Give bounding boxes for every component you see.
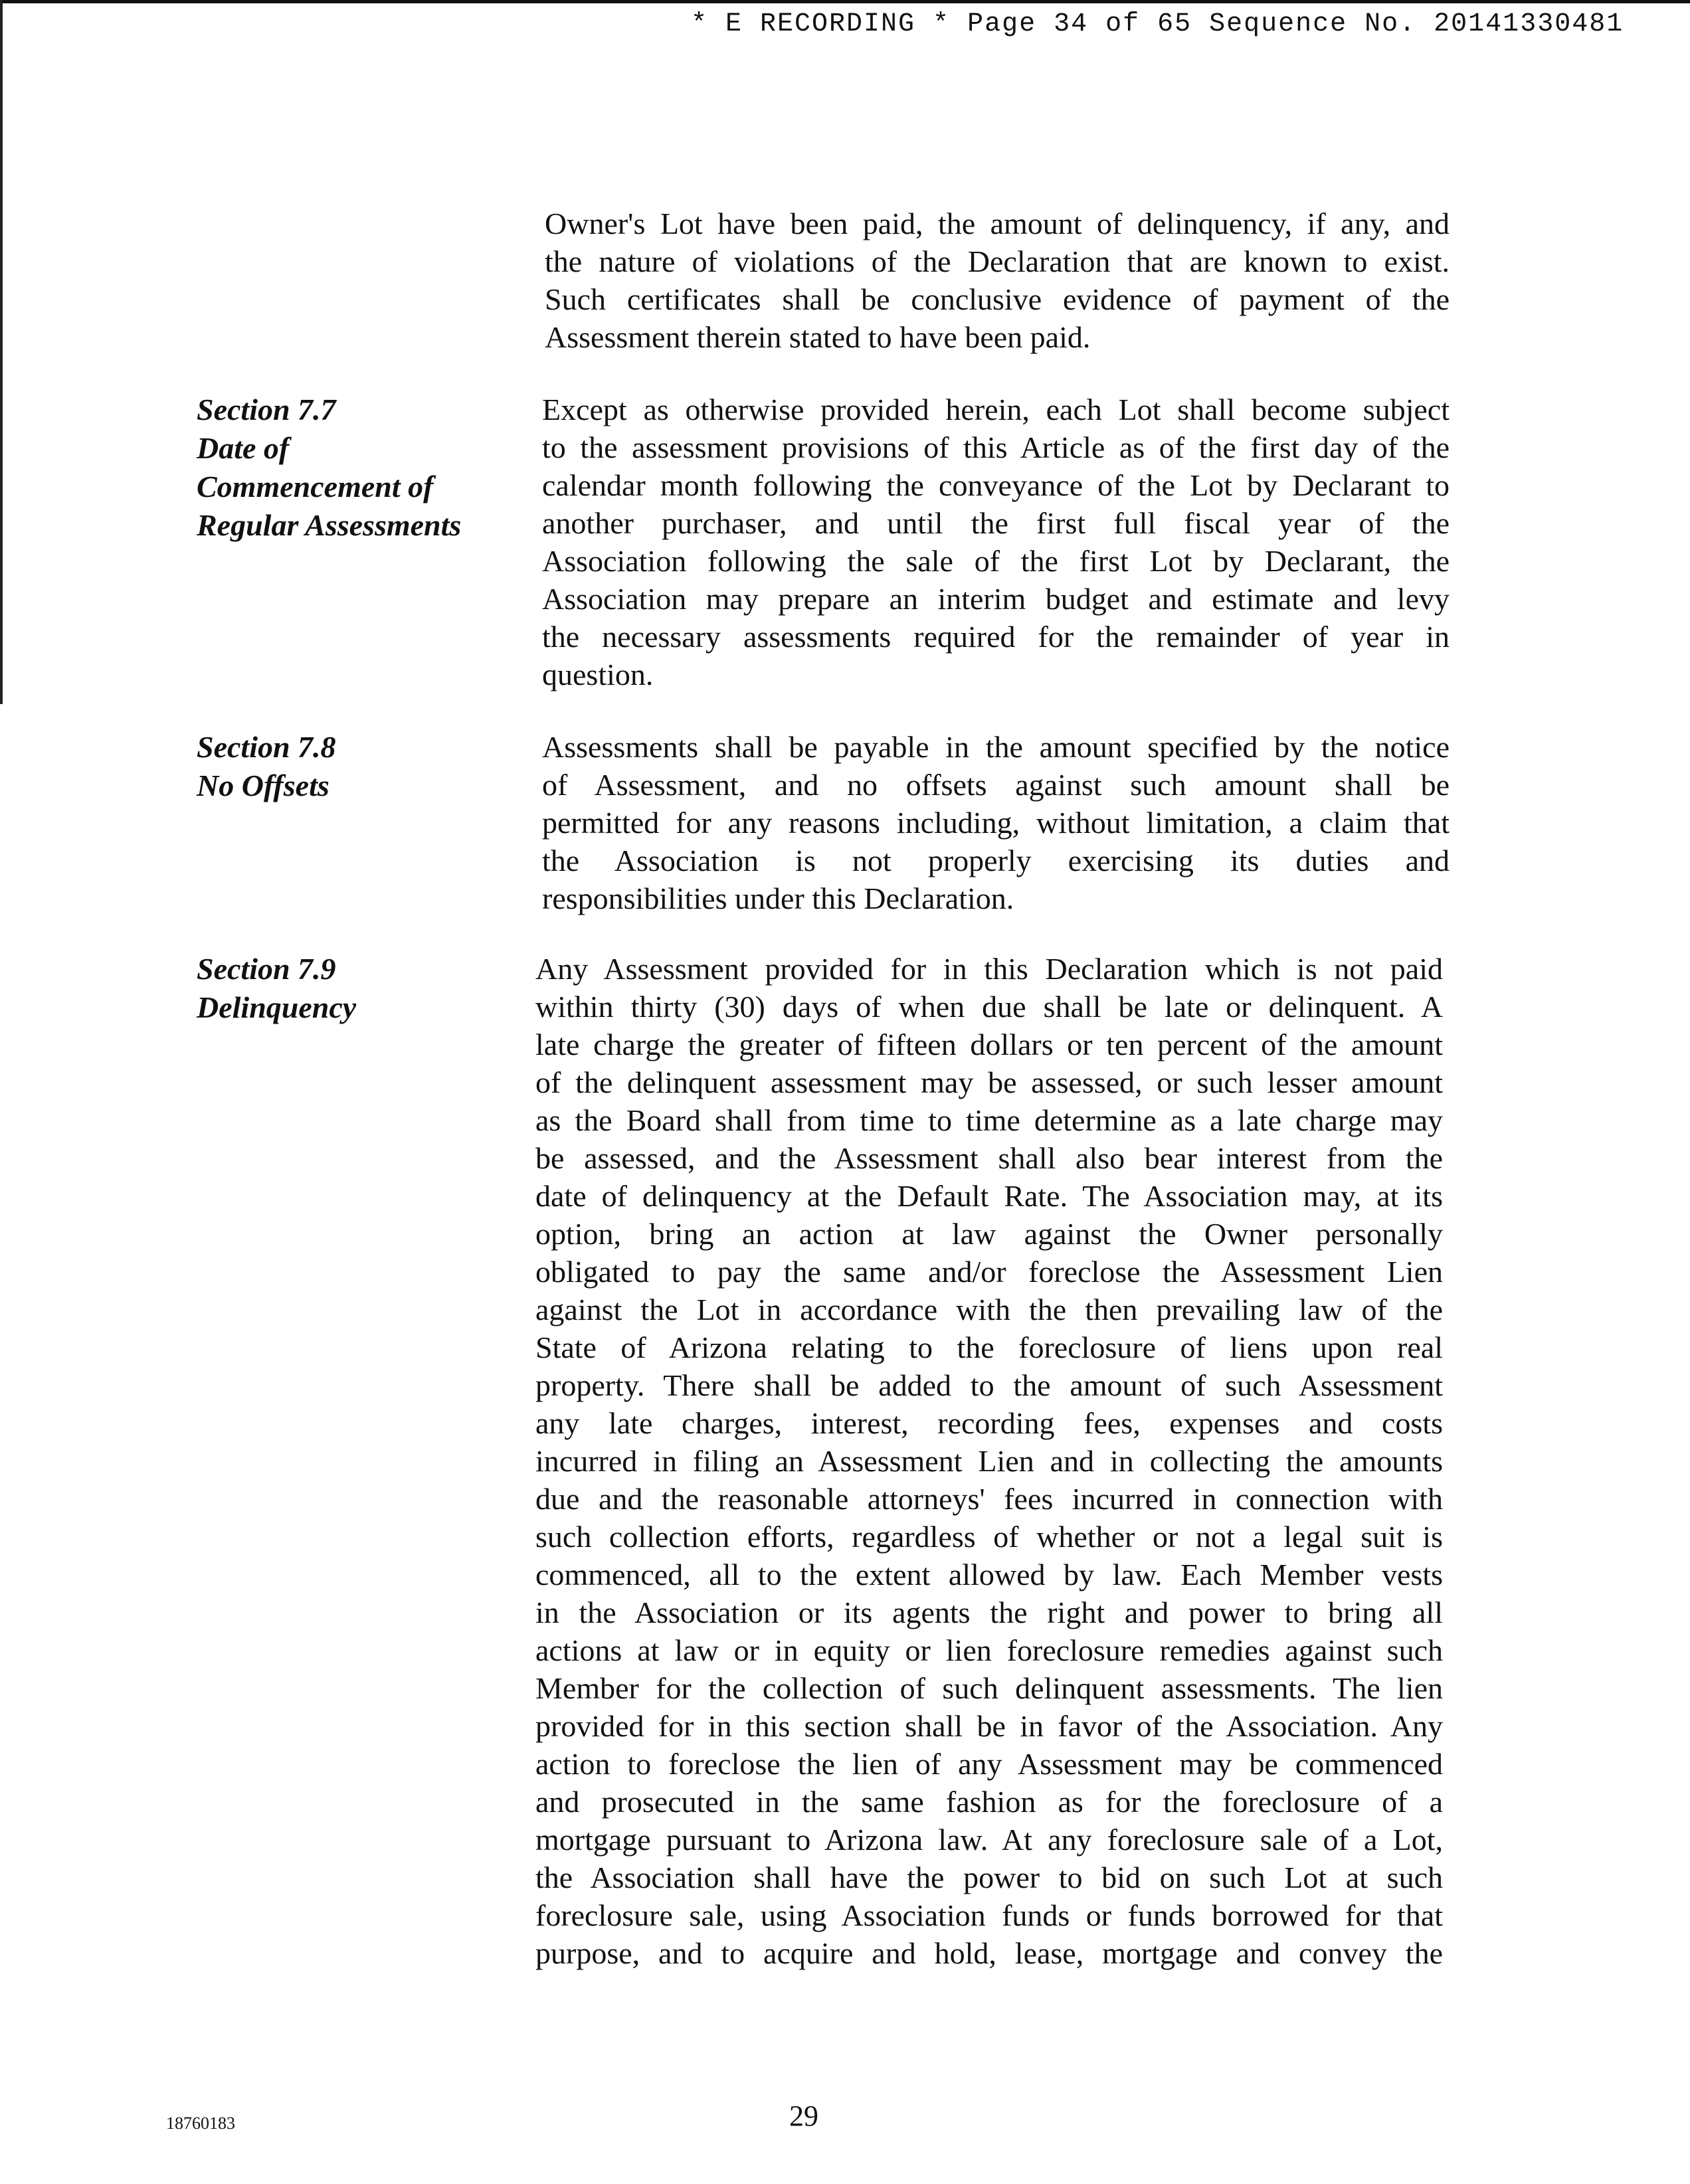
section-heading [197,950,502,1027]
text-line: as the Board shall from time to time determine as a late charge may [535,1103,1443,1137]
text-line: within thirty (30) days of when due shall be late or delinquent. A [535,990,1443,1024]
text-line: Assessments shall be payable in the amount specified by the notice [542,730,1450,764]
text-line: due and the reasonable attorneys' fees incurred in connection with [535,1482,1443,1516]
text-line: date of delinquency at the Default Rate. The Association may, at its [535,1179,1443,1213]
text-line: incurred in filing an Assessment Lien and in collecting the amounts [535,1444,1443,1478]
text-line: the Association is not properly exercising its duties and [542,844,1450,877]
text-line: property. There shall be added to the amount of such Assessment [535,1368,1443,1402]
text-line: actions at law or in equity or lien foreclosure remedies against such [535,1633,1443,1667]
section-paragraph [542,391,1450,693]
section-title-line: No Offsets [197,769,329,802]
section-body [535,950,1443,1972]
text-line: the Association shall have the power to bid on such Lot at such [535,1861,1443,1894]
section-number: Section 7.9 [197,952,336,986]
text-line: Except as otherwise provided herein, each Lot shall become subject [542,393,1450,426]
section-title-line: Date of [197,431,290,465]
text-line: question. [542,658,654,691]
text-line: of Assessment, and no offsets against such amount shall be [542,768,1450,802]
text-line: Owner's Lot have been paid, the amount of delinquency, if any, and [545,207,1450,240]
section-body [542,391,1450,693]
section-heading [197,391,502,545]
section-title-line: Commencement of [197,470,434,503]
text-line: calendar month following the conveyance of the Lot by Declarant to [542,468,1450,502]
document-id: 18760183 [166,2114,235,2133]
section-paragraph [542,728,1450,917]
intro-paragraph [545,205,1450,356]
recording-header: * E RECORDING * Page 34 of 65 Sequence No. 20141330481 [691,9,1624,39]
section-title-line: Delinquency [197,990,357,1024]
text-line: Assessment therein stated to have been paid. [545,320,1091,354]
section-number: Section 7.7 [197,393,336,426]
page-number: 29 [789,2100,818,2132]
top-border-rule [0,0,1690,3]
text-line: responsibilities under this Declaration. [542,881,1014,915]
text-line: against the Lot in accordance with the then prevailing law of the [535,1293,1443,1326]
text-line: mortgage pursuant to Arizona law. At any foreclosure sale of a Lot, [535,1823,1443,1857]
text-line: Any Assessment provided for in this Declaration which is not paid [535,952,1443,986]
text-line: commenced, all to the extent allowed by law. Each Member vests [535,1558,1443,1592]
text-line: obligated to pay the same and/or foreclose the Assessment Lien [535,1255,1443,1289]
text-line: such collection efforts, regardless of whether or not a legal suit is [535,1520,1443,1554]
text-line: Association following the sale of the first Lot by Declarant, the [542,544,1450,578]
text-line: to the assessment provisions of this Article as of the first day of the [542,430,1450,464]
section-number: Section 7.8 [197,730,336,764]
section-heading [197,728,502,805]
text-line: option, bring an action at law against the Owner personally [535,1217,1443,1251]
text-line: Such certificates shall be conclusive evidence of payment of the [545,282,1450,316]
text-line: State of Arizona relating to the foreclosure of liens upon real [535,1330,1443,1364]
section-paragraph [535,950,1443,1972]
left-border-rule [0,0,3,704]
text-line: purpose, and to acquire and hold, lease, mortgage and convey the [535,1936,1443,1970]
text-line: another purchaser, and until the first full fiscal year of the [542,506,1450,540]
text-line: be assessed, and the Assessment shall also bear interest from the [535,1141,1443,1175]
text-line: the necessary assessments required for the remainder of year in [542,620,1450,654]
intro-paragraph-text [545,205,1450,356]
section-title-line: Regular Assessments [197,508,462,542]
text-line: any late charges, interest, recording fees, expenses and costs [535,1406,1443,1440]
text-line: and prosecuted in the same fashion as for the foreclosure of a [535,1785,1443,1819]
text-line: late charge the greater of fifteen dollars or ten percent of the amount [535,1028,1443,1061]
text-line: provided for in this section shall be in favor of the Association. Any [535,1709,1443,1743]
text-line: Association may prepare an interim budget and estimate and levy [542,582,1450,616]
text-line: in the Association or its agents the right and power to bring all [535,1595,1443,1629]
text-line: Member for the collection of such delinquent assessments. The lien [535,1671,1443,1705]
text-line: foreclosure sale, using Association funds or funds borrowed for that [535,1898,1443,1932]
text-line: of the delinquent assessment may be assessed, or such lesser amount [535,1065,1443,1099]
text-line: action to foreclose the lien of any Assessment may be commenced [535,1747,1443,1781]
text-line: permitted for any reasons including, without limitation, a claim that [542,806,1450,840]
text-line: the nature of violations of the Declaration that are known to exist. [545,244,1450,278]
section-body [542,728,1450,917]
